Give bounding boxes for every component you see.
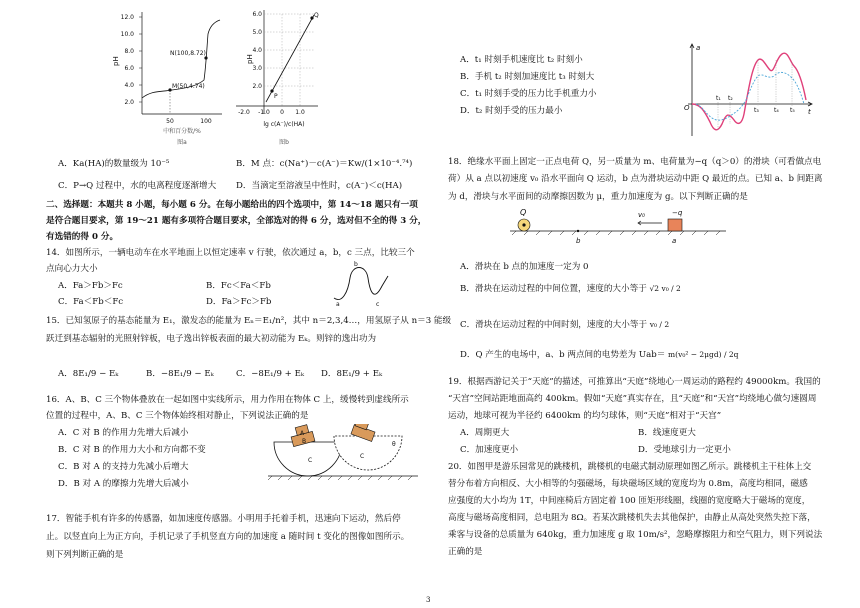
q19-stem-line1: 19．根据西游记关于“天庭”的描述，可推算出“天庭”绕地心一周运动的路程约 49000km。我国的	[448, 377, 821, 387]
q16-stem-line1: 16．A、B、C 三个物体叠放在一起如图中实线所示，用力作用在物体 C 上，缓慢转到虚线所示	[46, 395, 409, 405]
q14-stem-line1: 14．如图所示，一辆电动车在水平地面上以恒定速率 v 行驶，依次通过 a，b，c 三点，比较三个	[46, 248, 415, 258]
q17-graph-t4: t₄	[774, 107, 779, 114]
fig-a-ylabel: pH	[112, 56, 120, 66]
q17-graph-t5: t₅	[790, 107, 795, 114]
page-number: 3	[426, 596, 431, 604]
q18-option-d-text: D．Q 产生的电场中，a、b 两点间的电势差为 Uab＝	[460, 350, 666, 360]
q16-option-a: A．C 对 B 的作用力先增大后减小	[58, 428, 189, 438]
q15-stem-line1: 15．已知氢原子的基态能量为 E₁，激发态的能量为 Eₙ＝E₁/n²，其中 n＝2,3,4…，用氢原子从 n＝3 能级	[46, 316, 452, 326]
q18-option-c-text: C．滑块在运动过程的中间时刻，速度的大小等于	[460, 320, 648, 330]
svg-text:C: C	[308, 457, 313, 464]
q13-option-d: D．当滴定至溶液呈中性时，c(A⁻)＜c(HA)	[236, 181, 403, 191]
q14-option-c: C．Fa＜Fb＜Fc	[58, 297, 124, 307]
q18-fig-label-neg-q: −q	[672, 209, 683, 217]
q18-fig-label-b: b	[576, 237, 581, 245]
q18-stem-line2: 荷）从 a 点以初速度 v₀ 沿水平面向 Q 运动，b 点为滑块运动中距 Q 最近的点。已知 a、b 间距离	[448, 174, 823, 184]
fig-a-ytick: 4.0	[124, 82, 134, 89]
section2-line1: 二、选择题：本题共 8 小题，每小题 6 分。在每小题给出的四个选项中，第 14～18 题只有一项	[46, 200, 418, 210]
q18-option-b	[460, 284, 681, 295]
q20-stem-line4: 高度与磁场高度相同，总电阻为 8Ω。若某次跳楼机失去其他保护，由静止从高处突然失控下落，	[448, 513, 816, 523]
fig-a-ytick: 6.0	[124, 65, 134, 72]
q18-option-c-fraction: v₀ / 2	[649, 319, 670, 329]
fig-b-point-q: Q	[314, 12, 319, 19]
q18-option-d	[460, 350, 738, 361]
q17-acceleration-time-graph	[678, 40, 818, 138]
fig-b-xtick: 0	[280, 109, 284, 116]
q17-stem-line3: 则下列判断正确的是	[46, 550, 124, 560]
q13-option-c: C．P→Q 过程中，水的电离程度逐渐增大	[58, 181, 217, 191]
svg-text:a: a	[336, 301, 340, 308]
q15-option-d: D．8E₁/9 + Eₖ	[321, 369, 383, 379]
fig-a-ytick: 2.0	[124, 99, 134, 106]
fig-b-ytick: 5.0	[252, 29, 262, 36]
fig-a-xlabel: 中和百分数/%	[163, 128, 201, 135]
q14-option-d: D．Fa＞Fc＞Fb	[206, 297, 272, 307]
q16-stacked-blocks-figure	[268, 424, 418, 496]
fig-b-ylabel: pH	[246, 54, 254, 64]
q17-graph-ylabel: a	[696, 44, 701, 52]
fig-b-point-p: P	[274, 93, 278, 100]
q19-stem-line3: 运动，地球可视为半径约 6400km 的均匀球体，则“天庭”相对于“天宫”	[448, 411, 722, 421]
q14-option-b: B．Fc＜Fa＜Fb	[206, 281, 271, 291]
fig-b-xlabel: lg c(A⁻)/c(HA)	[263, 121, 305, 128]
q15-option-c: C．−8E₁/9 + Eₖ	[236, 369, 304, 379]
fig-a-xtick: 100	[200, 118, 212, 125]
q17-graph-t2: t₂	[728, 95, 733, 102]
q13-option-b: B．M 点：c(Na⁺)－c(A⁻)＝Kw/(1×10⁻⁴.⁷⁴)	[236, 159, 413, 169]
q18-option-c	[460, 320, 669, 331]
svg-text:A: A	[300, 430, 305, 437]
q17-graph-t1: t₁	[716, 95, 721, 102]
q14-stem-line2: 点向心力大小	[46, 264, 98, 274]
fig-a-ytick: 8.0	[124, 48, 134, 55]
svg-text:c: c	[376, 301, 380, 308]
q17-stem-line1: 17．智能手机有许多的传感器，如加速度传感器。小明用手托着手机，迅速向下运动，然后停	[46, 514, 401, 524]
q18-option-b-text: B．滑块在运动过程的中间位置，速度的大小等于	[460, 284, 647, 294]
q19-option-d: D．受地球引力一定更小	[638, 445, 731, 455]
svg-text:θ: θ	[392, 441, 396, 448]
q16-stem-line2: 位置的过程中，A、B、C 三个物体始终相对静止，下列说法正确的是	[46, 411, 309, 421]
fig-b-ytick: 3.0	[252, 65, 262, 72]
q18-fig-label-v0: v₀	[638, 211, 645, 219]
fig-a-point-n: N(100,8.72)	[170, 50, 206, 57]
fig-b-xtick: -1.0	[258, 109, 270, 116]
q20-stem-line1: 20．如图甲是游乐园常见的跳楼机，跳楼机的电磁式制动原理如图乙所示。跳楼机主干柱体上交	[448, 462, 812, 472]
q18-fig-label-q: Q	[520, 208, 527, 217]
figure-b-ph-curve	[222, 6, 322, 146]
q16-option-c: C．B 对 A 的支持力先减小后增大	[58, 462, 189, 472]
q18-option-d-fraction: m(v₀² − 2μgd) / 2q	[668, 349, 739, 359]
q13-option-a: A．Ka(HA)的数量级为 10⁻⁵	[58, 159, 170, 169]
section2-line2: 是符合题目要求，第 19～21 题有多项符合题目要求，全部选对的得 6 分，选对但不全的得 3 分，	[46, 216, 427, 226]
fig-a-ytick: 10.0	[120, 31, 134, 38]
q19-stem-line2: “天宫”空间站距地面高约 400km。假如“天庭”真实存在，且“天庭”和“天宫”均绕地心做匀速圆周	[448, 394, 817, 404]
q20-stem-line2: 替分布着方向相反、大小相等的匀强磁场，每块磁场区域的宽度均为 0.8m，高度均相同，磁感	[448, 479, 808, 489]
fig-b-xtick: 1.0	[295, 109, 305, 116]
q15-option-b: B．−8E₁/9 − Eₖ	[146, 369, 214, 379]
q17-option-c: C．t₁ 时刻手受的压力比手机重力小	[460, 89, 597, 99]
q18-option-b-fraction: √2 v₀ / 2	[649, 283, 681, 293]
svg-text:B: B	[302, 438, 307, 445]
q18-charge-slider-figure	[508, 205, 728, 247]
q16-option-d: D．B 对 A 的摩擦力先增大后减小	[58, 479, 189, 489]
q17-graph-origin: O	[684, 104, 690, 112]
q20-stem-line6: 正确的是	[448, 547, 483, 557]
fig-b-xtick: -2.0	[238, 109, 250, 116]
svg-text:b: b	[354, 261, 358, 268]
q19-option-b: B．线速度更大	[638, 428, 696, 438]
fig-a-caption: 图a	[177, 139, 187, 146]
fig-a-point-m: M(50,4.74)	[172, 83, 205, 90]
q17-option-b: B．手机 t₂ 时刻加速度比 t₃ 时刻大	[460, 72, 595, 82]
figure-a-titration-curve	[112, 6, 232, 146]
q17-stem-line2: 止。以竖直向上为正方向，手机记录了手机竖直方向的加速度 a 随时间 t 变化的图像如图所示。	[46, 532, 410, 542]
q16-option-b: B．C 对 B 的作用力大小和方向都不变	[58, 445, 206, 455]
fig-b-ytick: 4.0	[252, 47, 262, 54]
q17-graph-tlabel: t	[808, 108, 811, 116]
fig-a-ytick: 12.0	[120, 14, 134, 21]
q18-stem-line3: 为 d，滑块与水平面间的动摩擦因数为 μ，重力加速度为 g。以下判断正确的是	[448, 192, 748, 202]
q14-option-a: A．Fa＞Fb＞Fc	[58, 281, 123, 291]
q17-option-a: A．t₁ 时刻手机速度比 t₂ 时刻小	[460, 55, 583, 65]
q20-stem-line3: 应强度的大小均为 1T，中间座椅后方固定着 100 匝矩形线圈，线圈的宽度略大于磁场的宽度，	[448, 496, 811, 506]
fig-a-xtick: 50	[166, 118, 174, 125]
q17-option-d: D．t₂ 时刻手受的压力最小	[460, 106, 563, 116]
q15-option-a: A．8E₁/9 − Eₖ	[58, 369, 119, 379]
fig-b-ytick: 2.0	[252, 83, 262, 90]
q17-graph-t3: t₃	[754, 107, 759, 114]
q19-option-a: A．周期更大	[460, 428, 510, 438]
q20-stem-line5: 乘客与设备的总质量为 640kg，重力加速度 g 取 10m/s²，忽略摩擦阻力和空气阻力，则下列说法	[448, 530, 823, 540]
q18-stem-line1: 18．绝缘水平面上固定一正点电荷 Q，另一质量为 m、电荷量为−q（q＞0）的滑块（可看做点电	[448, 157, 822, 167]
section2-line3: 有选错的得 0 分。	[46, 232, 119, 242]
q15-stem-line2: 跃迁到基态辐射的光照射锌板，电子逸出锌板表面的最大初动能为 Eₖ。则锌的逸出功为	[46, 334, 377, 344]
q14-road-curve-figure	[332, 258, 394, 310]
svg-text:C: C	[360, 453, 365, 460]
q18-fig-label-a: a	[672, 237, 677, 245]
q19-option-c: C．加速度更小	[460, 445, 519, 455]
q18-option-a: A．滑块在 b 点的加速度一定为 0	[460, 262, 589, 272]
fig-b-caption: 图b	[279, 139, 289, 146]
fig-b-ytick: 6.0	[252, 11, 262, 18]
